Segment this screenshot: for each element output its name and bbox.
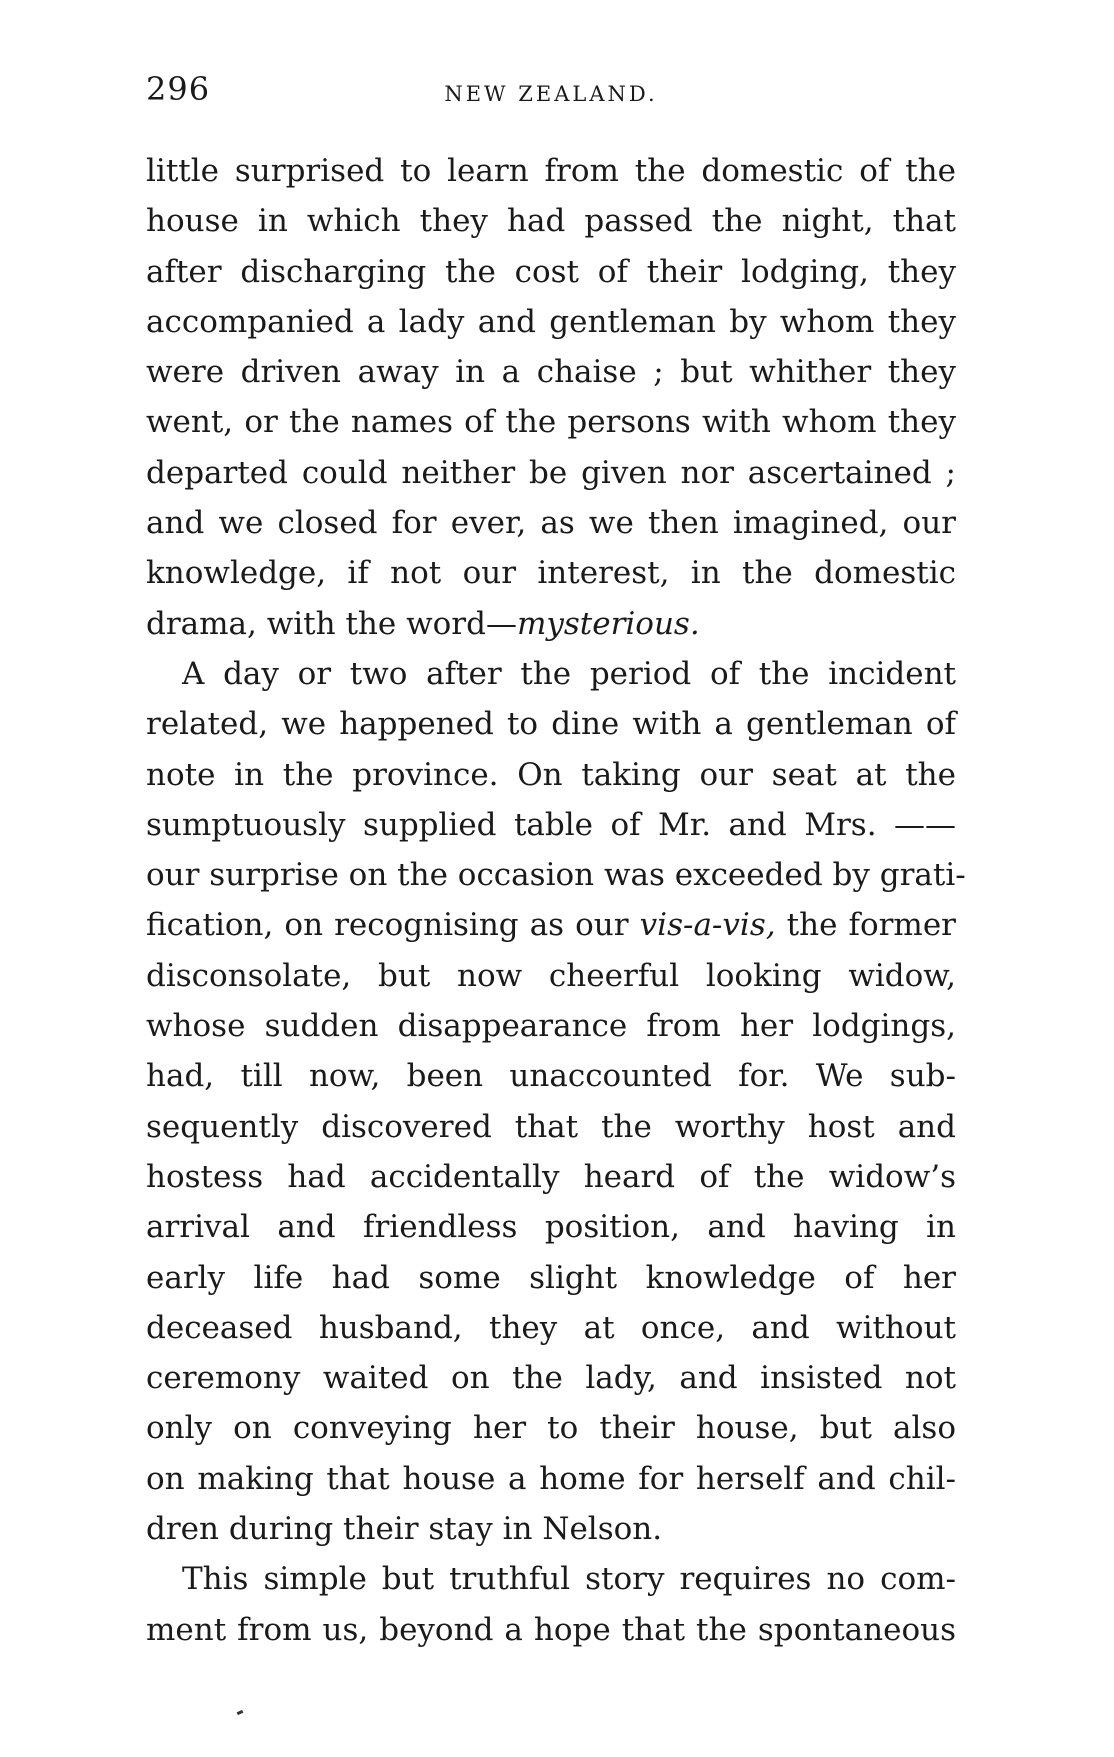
- text-line: ceremony waited on the lady, and insisted not: [146, 1360, 956, 1397]
- text-fragment: drama, with the word—: [146, 605, 517, 642]
- text-fragment: the former: [775, 907, 956, 944]
- text-line: our surprise on the occasion was exceeded by grati-: [146, 857, 966, 894]
- text-line: accompanied a lady and gentleman by whom they: [146, 303, 956, 340]
- text-line: arrival and friendless position, and having in: [146, 1209, 956, 1246]
- text-fragment: fication, on recognising as our: [146, 907, 640, 944]
- italic-word: vis-a-vis,: [639, 907, 776, 944]
- text-line: were driven away in a chaise ; but whither they: [146, 354, 956, 391]
- text-line: [146, 599, 956, 649]
- text-line: sequently discovered that the worthy host and: [146, 1108, 956, 1145]
- italic-word: mysterious.: [516, 605, 700, 642]
- text-line: deceased husband, they at once, and without: [146, 1309, 956, 1346]
- running-title: NEW ZEALAND.: [444, 82, 658, 106]
- page-header: [146, 70, 956, 120]
- text-line: dren during their stay in Nelson.: [146, 1511, 663, 1548]
- text-line: on making that house a home for herself and chil-: [146, 1460, 956, 1497]
- text-line: had, till now, been unaccounted for. We sub-: [146, 1058, 956, 1095]
- text-line: little surprised to learn from the domestic of the: [146, 153, 956, 189]
- text-line: after discharging the cost of their lodging, they: [146, 253, 956, 290]
- text-line: [146, 900, 956, 950]
- text-line: departed could neither be given nor ascertained ;: [146, 454, 956, 491]
- text-line: and we closed for ever, as we then imagined, our: [146, 505, 956, 542]
- body-text: [146, 146, 966, 1655]
- text-line: disconsolate, but now cheerful looking widow,: [146, 957, 956, 994]
- text-line: note in the province. On taking our seat at the: [146, 756, 956, 793]
- text-line: hostess had accidentally heard of the widow’s: [146, 1158, 956, 1195]
- page-number: 296: [146, 70, 211, 108]
- text-line: early life had some slight knowledge of her: [146, 1259, 956, 1296]
- text-line: only on conveying her to their house, but also: [146, 1410, 956, 1447]
- text-line: related, we happened to dine with a gentleman of: [146, 706, 956, 743]
- text-line: A day or two after the period of the incident: [182, 655, 956, 692]
- text-line: whose sudden disappearance from her lodgings,: [146, 1008, 956, 1045]
- text-line: ment from us, beyond a hope that the spontaneous: [146, 1611, 956, 1648]
- text-line: sumptuously supplied table of Mr. and Mrs. ——: [146, 806, 956, 843]
- text-line: This simple but truthful story requires no com-: [182, 1561, 956, 1598]
- text-line: knowledge, if not our interest, in the domestic: [146, 555, 956, 592]
- text-line: house in which they had passed the night, that: [146, 203, 956, 240]
- ink-speck: [237, 1710, 244, 1715]
- text-line: went, or the names of the persons with whom they: [146, 404, 956, 441]
